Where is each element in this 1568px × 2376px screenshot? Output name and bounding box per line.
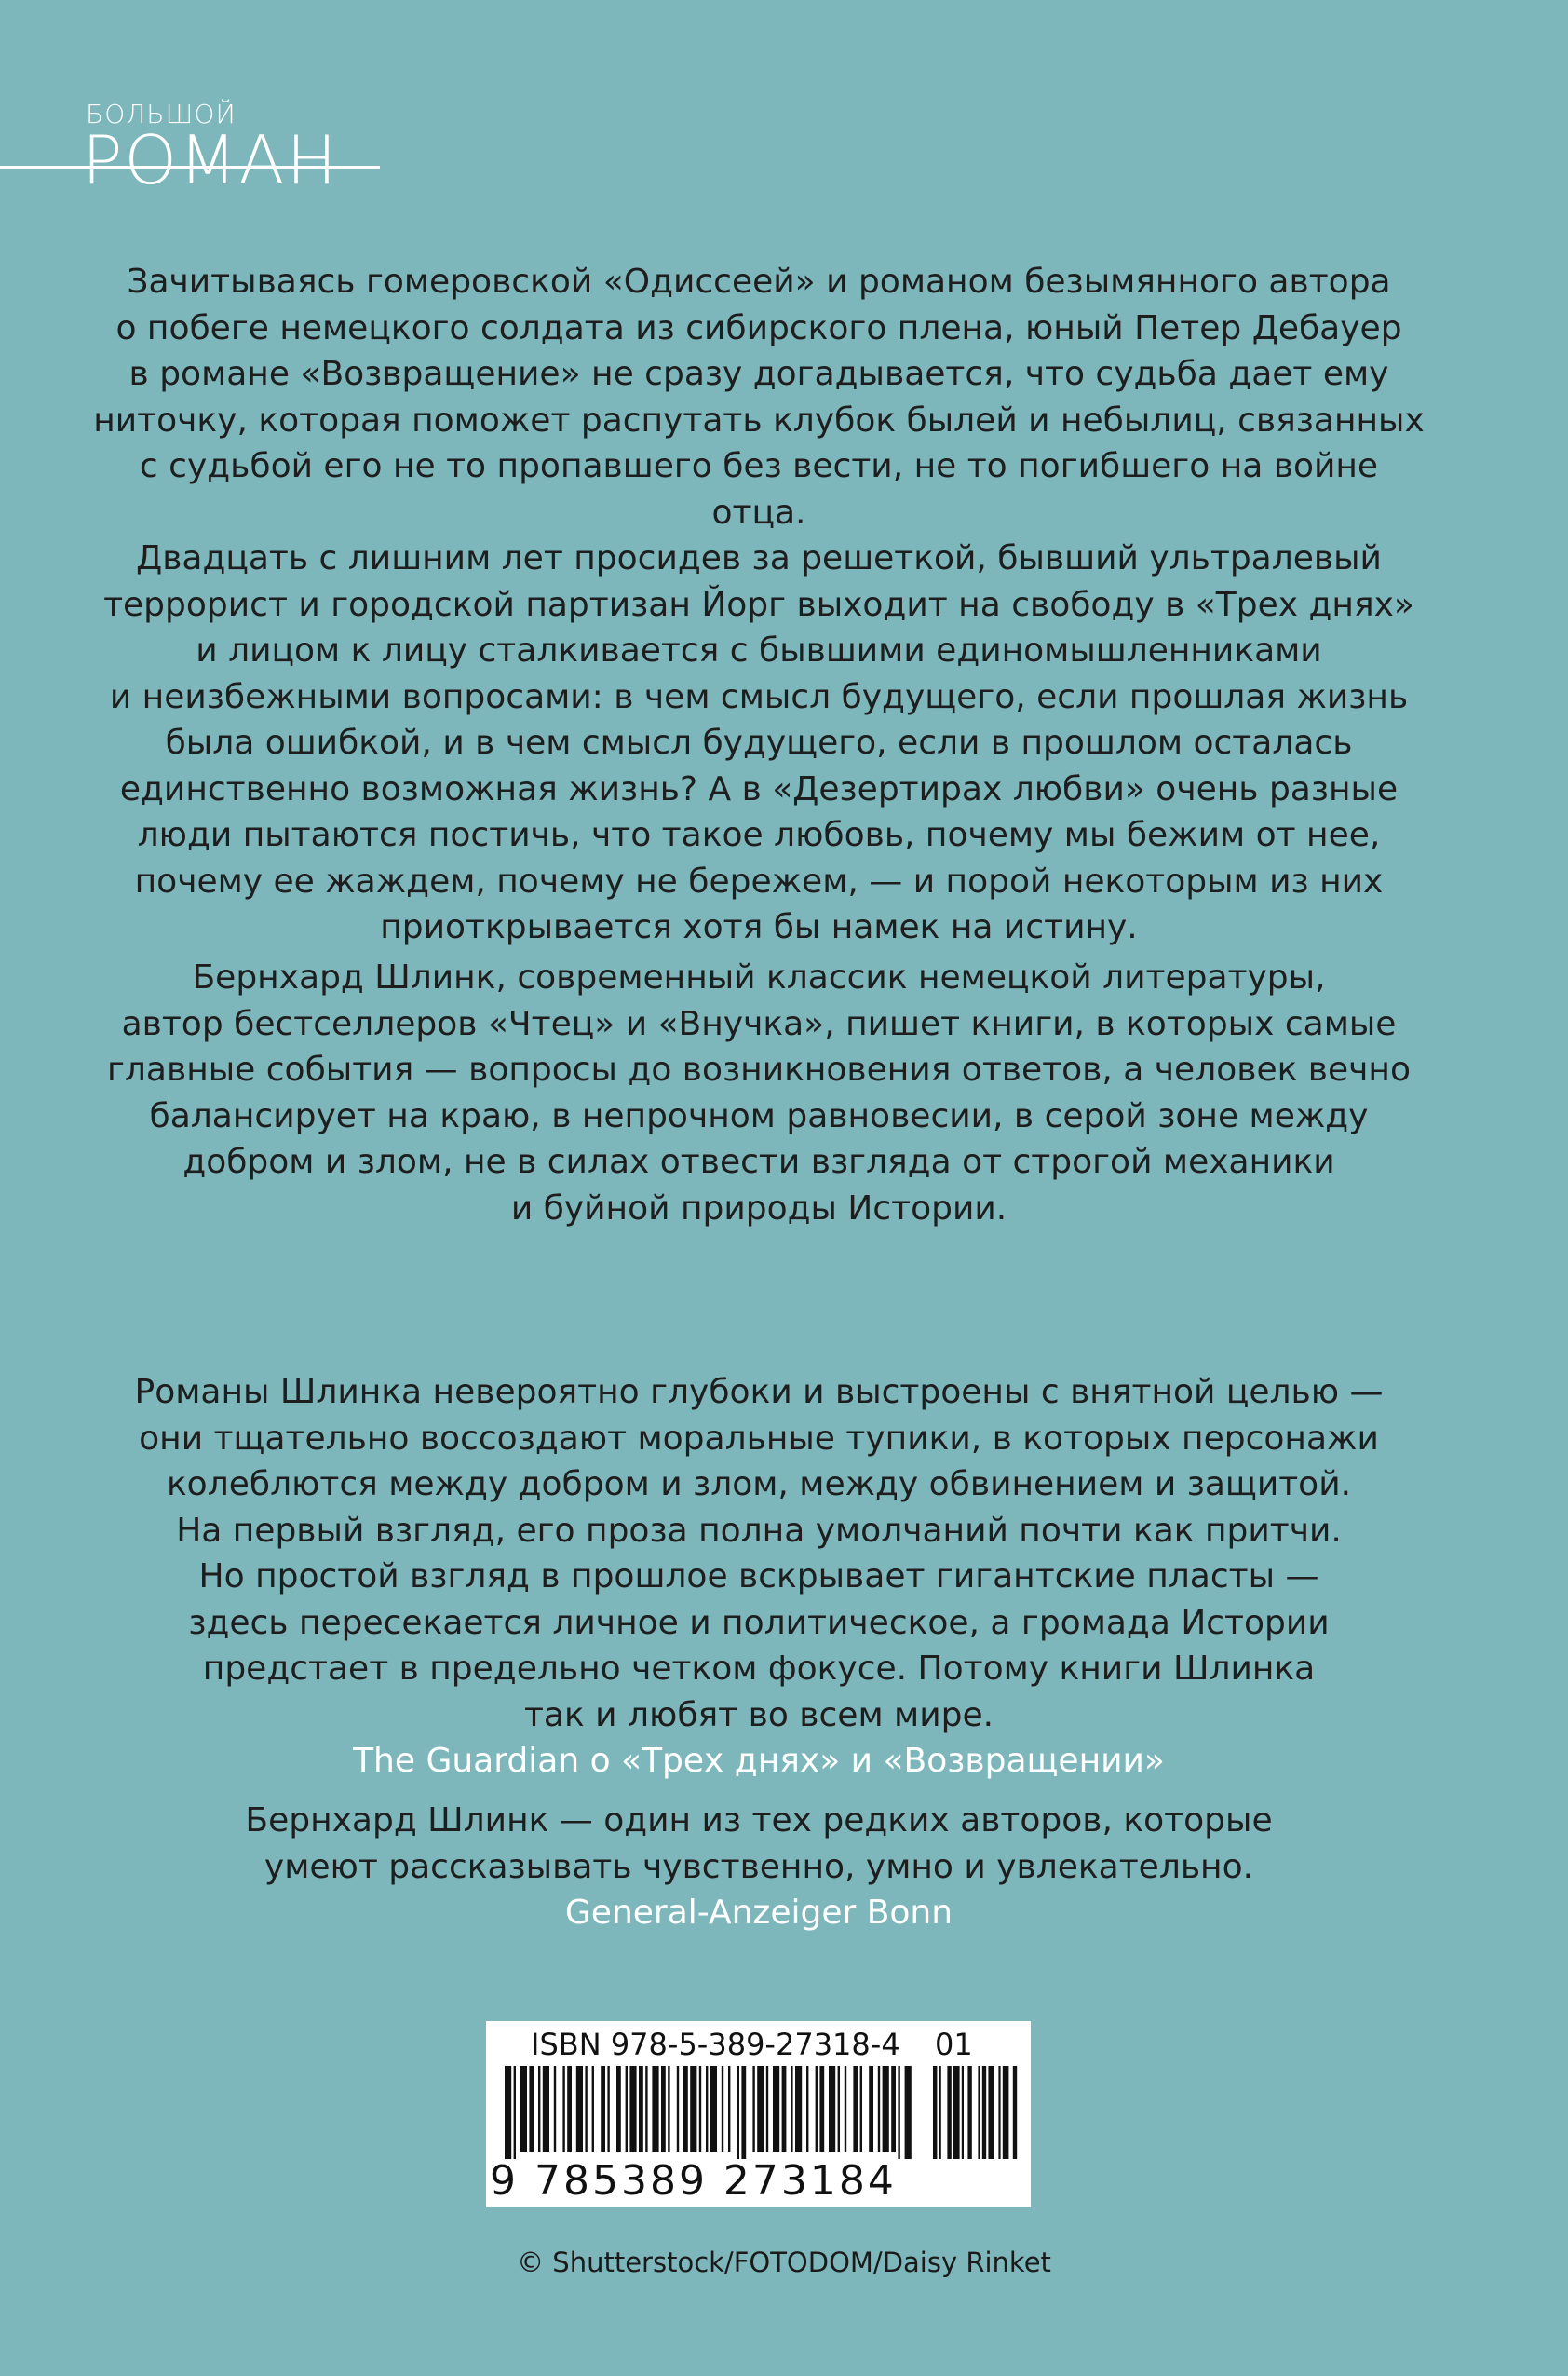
barcode-stripe: [699, 2066, 701, 2152]
barcode-stripe: [898, 2066, 899, 2159]
barcode-stripe: [773, 2066, 779, 2152]
barcode-addon-stripe: [933, 2066, 937, 2159]
barcode-stripe: [652, 2066, 658, 2152]
barcode-stripe: [860, 2066, 862, 2152]
barcode-stripe: [683, 2066, 688, 2152]
barcode-stripe: [690, 2066, 696, 2152]
barcode-stripe: [554, 2066, 556, 2152]
barcode-stripe: [616, 2066, 621, 2152]
barcode-addon-stripe: [988, 2066, 994, 2159]
review-quote-1: [93, 1369, 1425, 1785]
barcode-stripe: [601, 2066, 605, 2152]
barcode-stripe: [891, 2066, 896, 2152]
barcode-stripe: [791, 2066, 792, 2152]
review-quote-1-text: Романы Шлинка невероятно глубоки и выстроены с внятной целью — они тщательно воссоздают моральные тупики, в которых персонажи колеблются между добром и злом, между обвинением и защитой. На первый взгляд, его проза полна умолчаний почти как притчи. Но простой взгляд в прошлое вскрывает гигантские пласты — здесь пересекается личное и политическое, а громада Истории предстает в предельно четком фокусе. Потому книги Шлинка так и любят во всем мире.: [134, 1373, 1384, 1734]
barcode-stripe: [668, 2066, 669, 2152]
barcode-stripe: [607, 2066, 609, 2152]
ean-digits: 9 785389 273184: [490, 2157, 897, 2205]
barcode-stripe: [710, 2066, 717, 2152]
barcode-stripe: [722, 2066, 723, 2152]
barcode-stripe: [538, 2066, 540, 2152]
isbn-label: ISBN 978-5-389-27318-4: [531, 2027, 900, 2062]
barcode-stripe: [883, 2066, 889, 2152]
barcode-addon-stripe: [947, 2066, 951, 2159]
barcode-stripe: [806, 2066, 808, 2152]
barcode-stripe: [592, 2066, 594, 2152]
barcode-stripe: [529, 2066, 534, 2152]
barcode-stripe: [853, 2066, 858, 2152]
annotation-paragraph-2: [93, 955, 1425, 1231]
annotation-text-1: Зачитываясь гомеровской «Одиссеей» и романом безымянного автора о побеге немецкого солдата из сибирского плена, юный Петер Дебауер в романе «Возвращение» не сразу догадывается, что судьба дает ему ниточку, которая поможет распутать клубок былей и небылиц, связанных с судьбой его не то пропавшего без вести, не то погибшего на войне отца. Двадцать с лишним лет просидев за решеткой, бывший ультралевый террорист и городской партизан Йорг выходит на свободу в «Трех днях» и лицом к лицу сталкивается с бывшими единомышленниками и неизбежными вопросами: в чем смысл будущего, если прошлая жизнь была ошибкой, и в чем смысл будущего, если в прошлом осталась единственно возможная жизнь? А в «Дезертирах любви» очень разные люди пытаются постичь, что такое любовь, почему мы бежим от нее, почему ее жаждем, почему не бережем, — и порой некоторым из них приоткрывается хотя бы намек на истину.: [93, 263, 1425, 946]
barcode-stripe: [543, 2066, 549, 2152]
barcode-stripe: [585, 2066, 587, 2152]
barcode-stripe: [677, 2066, 679, 2152]
barcode-stripe: [505, 2066, 511, 2159]
barcode-addon-stripe: [982, 2066, 986, 2159]
barcode-addon-stripe: [939, 2066, 941, 2159]
barcode-stripe: [829, 2066, 835, 2152]
isbn-addon-digits: 01: [935, 2027, 973, 2062]
barcode-stripe: [576, 2066, 583, 2152]
barcode-stripe: [795, 2066, 802, 2152]
barcode-stripe: [728, 2066, 730, 2152]
barcode-stripe: [661, 2066, 666, 2152]
barcode-addon-stripe: [1013, 2066, 1017, 2159]
barcode-stripe: [869, 2066, 873, 2152]
barcode-stripe: [706, 2066, 708, 2152]
review-quote-1-source: The Guardian о «Трех днях» и «Возвращении»: [353, 1742, 1165, 1780]
review-quote-2-source: General-Anzeiger Bonn: [564, 1894, 953, 1932]
barcode-stripe: [752, 2066, 754, 2152]
barcode-addon-stripe: [1003, 2066, 1009, 2159]
barcode-stripe: [819, 2066, 824, 2152]
barcode-stripe: [737, 2066, 739, 2159]
barcode-stripe: [757, 2066, 764, 2152]
series-logo-top: БОЛЬШОЙ: [86, 99, 237, 129]
barcode-addon-stripe: [998, 2066, 1000, 2159]
barcode-stripe: [514, 2066, 516, 2159]
barcode-stripe: [816, 2066, 818, 2152]
series-logo: [0, 93, 391, 199]
review-quote-2-text: Бернхард Шлинк — один из тех редких авторов, которые умеют рассказывать чувственно, умно и увлекательно.: [245, 1801, 1273, 1886]
barcode-stripe: [626, 2066, 628, 2152]
annotation-text-2: Бернхард Шлинк, современный классик немецкой литературы, автор бестселлеров «Чтец» и «Внучка», пишет книги, в которых самые главные события — вопросы до возникновения ответов, а человек вечно балансирует на краю, в непрочном равновесии, в серой зоне между добром и злом, не в силах отвести взгляда от строгой механики и буйной природы Истории.: [107, 958, 1411, 1228]
barcode-stripe: [645, 2066, 647, 2152]
barcode-stripe: [845, 2066, 846, 2152]
barcode-addon-stripe: [967, 2066, 971, 2159]
barcode-stripe: [782, 2066, 787, 2152]
barcode-addon-stripe: [962, 2066, 964, 2159]
barcode-stripe: [766, 2066, 768, 2152]
series-logo-main: РОМАН: [82, 121, 339, 199]
photo-credit: © Shutterstock/FOTODOM/Daisy Rinket: [517, 2247, 1051, 2278]
barcode-stripe: [520, 2066, 527, 2152]
review-quote-2: [93, 1798, 1425, 1936]
barcode-bars: [486, 2066, 1031, 2159]
isbn-barcode: [486, 2021, 1031, 2207]
barcode-stripe: [562, 2066, 564, 2152]
barcode-stripe: [741, 2066, 746, 2159]
barcode-addon-stripe: [953, 2066, 960, 2159]
barcode-addon-stripe: [978, 2066, 980, 2159]
barcode-stripe: [905, 2066, 912, 2159]
barcode-stripe: [629, 2066, 636, 2152]
barcode-stripe: [567, 2066, 572, 2152]
annotation-paragraph-1: [93, 259, 1425, 951]
barcode-stripe: [639, 2066, 643, 2152]
barcode-stripe: [838, 2066, 840, 2152]
barcode-stripe: [878, 2066, 880, 2152]
